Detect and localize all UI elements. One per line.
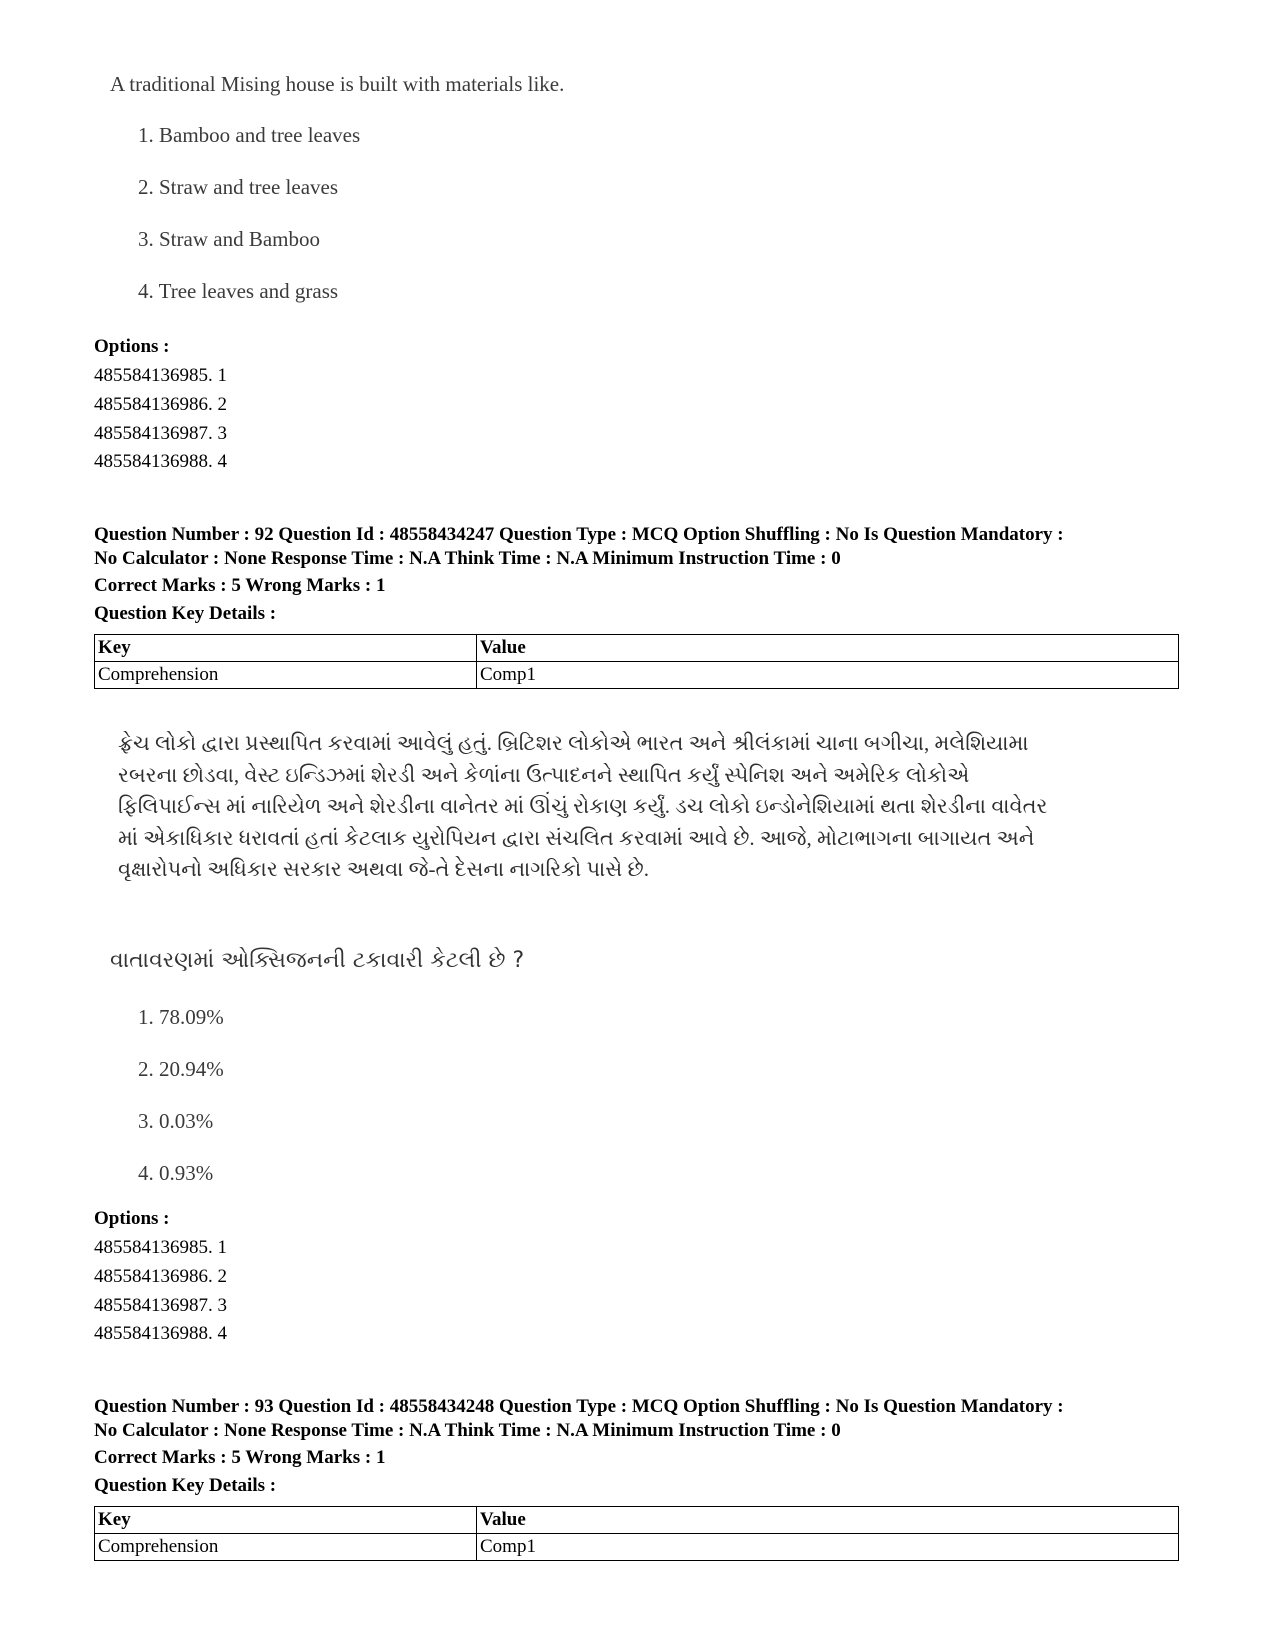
table-header-key: Key bbox=[95, 1507, 477, 1534]
question-91-image bbox=[110, 72, 564, 304]
option-item: 485584136988. 4 bbox=[94, 1323, 227, 1345]
option-item: 485584136987. 3 bbox=[94, 422, 227, 444]
option-item: 485584136986. 2 bbox=[94, 393, 227, 415]
question-92-choices bbox=[110, 1005, 224, 1186]
passage-line: ફ્રેચ લોકો દ્વારા પ્રસ્થાપિત કરવામાં આવેલું હતું. બ્રિટિશર લોકોએ ભારત અને શ્રીલંકામાં ચાના બગીચા, મલેશિયામા bbox=[118, 731, 1029, 755]
option-item: 485584136987. 3 bbox=[94, 1294, 227, 1316]
option-item: 485584136986. 2 bbox=[94, 1265, 227, 1287]
question-92-meta bbox=[94, 523, 1064, 625]
options-label: Options : bbox=[94, 1208, 170, 1229]
table-cell-value: Comp1 bbox=[477, 662, 1179, 689]
key-details-table bbox=[94, 1506, 1179, 1561]
table-cell-key: Comprehension bbox=[95, 1534, 477, 1561]
choice-3: 3. 0.03% bbox=[138, 1109, 214, 1133]
comprehension-passage bbox=[118, 728, 1168, 886]
passage-line: રબરના છોડવા, વેસ્ટ ઇન્ડિઝમાં શેરડી અને કેળાંના ઉત્પાદનને સ્થાપિત કર્યું સ્પેનિશ અને અમેરિક લોકોએ bbox=[118, 762, 970, 787]
option-item: 485584136985. 1 bbox=[94, 365, 227, 386]
marks-line: Correct Marks : 5 Wrong Marks : 1 bbox=[94, 1447, 386, 1468]
meta-line: Question Number : 92 Question Id : 48558434247 Question Type : MCQ Option Shuffling : No Is Question Mandatory : bbox=[94, 524, 1064, 545]
choice-2: 2. 20.94% bbox=[138, 1057, 224, 1081]
choice-4: 4. Tree leaves and grass bbox=[138, 279, 339, 303]
choice-2: 2. Straw and tree leaves bbox=[138, 175, 339, 199]
question-text: વાતાવરણમાં ઓક્સિજનની ટકાવારી કેટલી છે ? bbox=[110, 948, 525, 973]
passage-line: માં એકાધિકાર ધરાવતાં હતાં કેટલાક યુરોપિયન દ્વારા સંચલિત કરવામાં આવે છે. આજે, મોટાભાગના બાગાયત અને bbox=[118, 825, 1035, 850]
options-list bbox=[94, 362, 227, 477]
passage-line: ફિલિપાઈન્સ માં નારિયેળ અને શેરડીના વાનેતર માં ઊંચું રોકાણ કર્યું. ડચ લોકો ઇન્ડોનેશિયામાં થતા શેરડીના વાવેતર bbox=[118, 794, 1048, 818]
choice-1: 1. Bamboo and tree leaves bbox=[138, 123, 361, 147]
table-cell-key: Comprehension bbox=[95, 662, 477, 689]
passage-line: વૃક્ષારોપનો અધિકાર સરકાર અથવા જે-તે દેસના નાગરિકો પાસે છે. bbox=[118, 857, 650, 881]
table-cell-value: Comp1 bbox=[477, 1534, 1179, 1561]
options-list bbox=[94, 1234, 227, 1349]
key-details-label: Question Key Details : bbox=[94, 602, 277, 624]
key-details-table bbox=[94, 634, 1179, 689]
question-text: A traditional Mising house is built with materials like. bbox=[110, 72, 565, 96]
meta-line: Question Number : 93 Question Id : 48558434248 Question Type : MCQ Option Shuffling : No Is Question Mandatory : bbox=[94, 1396, 1064, 1417]
key-details-label: Question Key Details : bbox=[94, 1474, 277, 1496]
choice-4: 4. 0.93% bbox=[138, 1161, 214, 1185]
question-93-meta bbox=[94, 1395, 1064, 1497]
marks-line: Correct Marks : 5 Wrong Marks : 1 bbox=[94, 575, 386, 596]
table-header-key: Key bbox=[95, 635, 477, 662]
table-header-value: Value bbox=[477, 1507, 1179, 1534]
meta-line: No Calculator : None Response Time : N.A Think Time : N.A Minimum Instruction Time : 0 bbox=[94, 1419, 841, 1441]
choice-1: 1. 78.09% bbox=[138, 1005, 224, 1029]
options-label: Options : bbox=[94, 336, 170, 357]
option-item: 485584136988. 4 bbox=[94, 451, 227, 473]
choice-3: 3. Straw and Bamboo bbox=[138, 227, 320, 251]
option-item: 485584136985. 1 bbox=[94, 1237, 227, 1258]
meta-line: No Calculator : None Response Time : N.A Think Time : N.A Minimum Instruction Time : 0 bbox=[94, 547, 841, 569]
table-header-value: Value bbox=[477, 635, 1179, 662]
